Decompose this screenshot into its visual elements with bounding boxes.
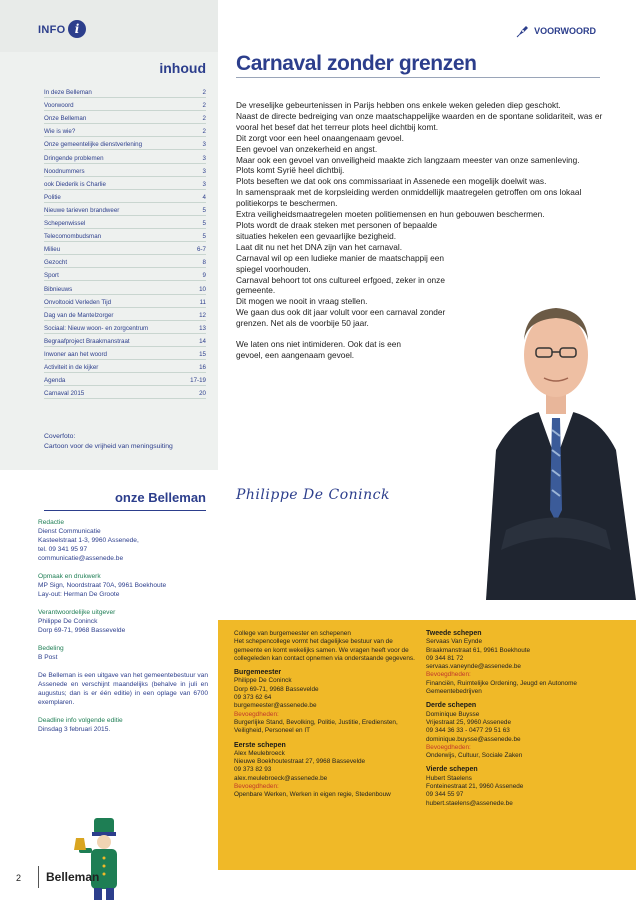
- article-line: Carnaval wil op een ludieke manier de maatschappij een spiegel voorhouden.: [236, 252, 445, 274]
- toc-item-page: 6-7: [197, 246, 206, 254]
- colofon-line: Philippe De Coninck: [38, 618, 98, 625]
- contact-left-column: [234, 630, 416, 800]
- member-line: 09 344 36 33 - 0477 29 51 63: [426, 727, 510, 735]
- article-line: In samenspraak met de korpsleiding werden onmiddellijk maatregelen getroffen om ons lokaal politiekorps te beschermen.: [236, 187, 582, 209]
- toc-item-label: ook Diederik is Charlie: [44, 180, 106, 188]
- toc-item-label: Activiteit in de kijker: [44, 364, 99, 372]
- toc-item-label: Begraafproject Braakmanstraat: [44, 337, 130, 345]
- toc-item: [44, 347, 206, 360]
- toc-item: [44, 124, 206, 137]
- college-member: [426, 766, 622, 807]
- article-title: Carnaval zonder grenzen: [236, 52, 477, 75]
- toc-item: [44, 150, 206, 163]
- member-bevoegdheden: Financiën, Ruimtelijke Ordening, Jeugd en Autonome Gemeentebedrijven: [426, 679, 577, 696]
- colofon-heading: Redactie: [38, 519, 65, 526]
- member-line: burgemeester@assenede.be: [234, 702, 317, 710]
- toc-item: [44, 386, 206, 399]
- mayor-portrait: [476, 260, 636, 600]
- article-line: Carnaval behoort tot ons cultureel erfgoed, zeker in onze gemeente.: [236, 274, 445, 296]
- colofon-line: B Post: [38, 654, 58, 661]
- cover-label: Coverfoto:: [44, 433, 76, 440]
- toc-item-page: 20: [199, 390, 206, 398]
- toc-item-label: Politie: [44, 193, 61, 201]
- toc-item-page: 3: [202, 141, 206, 149]
- toc-item-page: 2: [202, 102, 206, 110]
- colofon-title: onze Belleman: [114, 490, 206, 505]
- info-label: INFO: [38, 24, 66, 36]
- toc-item-label: Noodnummers: [44, 167, 85, 175]
- colofon-line: Dienst Communicatie: [38, 528, 101, 535]
- member-role: Derde schepen: [426, 702, 477, 710]
- toc-item: [44, 373, 206, 386]
- member-line: Nieuwe Boekhoutestraat 27, 9968 Bassevelde: [234, 758, 366, 766]
- colofon-heading: Opmaak en drukwerk: [38, 573, 101, 580]
- college-member: [426, 702, 622, 760]
- cover-note: [44, 432, 173, 452]
- toc-item: [44, 360, 206, 373]
- member-line: 09 344 81 72: [426, 654, 464, 662]
- member-line: Braakmanstraat 61, 9961 Boekhoute: [426, 646, 531, 654]
- title-divider: [236, 77, 600, 78]
- toc-item-label: Dringende problemen: [44, 154, 104, 162]
- toc-item-page: 12: [199, 311, 206, 319]
- toc-item-page: 3: [202, 154, 206, 162]
- toc-item-label: Inwoner aan het woord: [44, 350, 107, 358]
- toc-item: [44, 216, 206, 229]
- article-line: Extra veiligheidsmaatregelen moeten politiemensen en hun gebouwen beschermen.: [236, 209, 545, 220]
- colofon-heading: Bedeling: [38, 645, 64, 652]
- colofon-block: [38, 572, 208, 599]
- deadline-block: [38, 716, 208, 734]
- toc-item-page: 15: [199, 350, 206, 358]
- section-label: VOORWOORD: [534, 26, 596, 36]
- toc-item: [44, 164, 206, 177]
- page-number: 2: [16, 873, 22, 883]
- toc-item-label: Bibnieuws: [44, 285, 73, 293]
- college-intro: [234, 630, 416, 663]
- toc-item: [44, 281, 206, 294]
- article-line: Plots wordt de draak steken met personen of bepaalde situaties hekelen een gevaarlijke bezigheid.: [236, 219, 438, 241]
- toc-item-label: Voorwoord: [44, 102, 74, 110]
- college-member: [234, 742, 416, 800]
- table-of-contents: [0, 52, 218, 470]
- toc-item-page: 2: [202, 115, 206, 123]
- member-role: Vierde schepen: [426, 766, 478, 774]
- info-icon: i: [68, 20, 86, 38]
- left-column: [0, 0, 218, 900]
- college-intro-line: Het schepencollege vormt het dagelijkse bestuur van de gemeente en komt wekelijks samen. We vragen heeft voor de collegeleden kan contact opnemen via onderstaande gegevens.: [234, 638, 415, 662]
- colofon-heading: Verantwoordelijke uitgever: [38, 609, 116, 616]
- toc-item-page: 5: [202, 220, 206, 228]
- toc-item-label: In deze Belleman: [44, 89, 92, 97]
- colofon: [38, 518, 208, 743]
- colofon-block: [38, 644, 208, 662]
- toc-item-page: 14: [199, 337, 206, 345]
- footer-divider: [38, 866, 39, 888]
- member-line: alex.meulebroeck@assenede.be: [234, 774, 328, 782]
- signature: Philippe De Coninck: [236, 487, 390, 503]
- toc-item-page: 3: [202, 180, 206, 188]
- colofon-line: Dorp 69-71, 9968 Bassevelde: [38, 627, 126, 634]
- toc-item-page: 8: [202, 259, 206, 267]
- article-line: De vreselijke gebeurtenissen in Parijs hebben ons enkele weken geleden diep geschokt.: [236, 100, 561, 110]
- member-line: Dorp 69-71, 9968 Bassevelde: [234, 685, 319, 693]
- toc-item-label: Sport: [44, 272, 59, 280]
- toc-item-label: Carnaval 2015: [44, 390, 85, 398]
- toc-item-label: Onvoltooid Verleden Tijd: [44, 298, 112, 306]
- toc-item-page: 5: [202, 233, 206, 241]
- member-bevoegdheden: Openbare Werken, Werken in eigen regie, Stedenbouw: [234, 791, 391, 799]
- college-intro-line: College van burgemeester en schepenen: [234, 630, 351, 637]
- toc-item-page: 16: [199, 364, 206, 372]
- toc-item-label: Milieu: [44, 246, 61, 254]
- article-paragraph-2: We laten ons niet intimideren. Ook dat is een gevoel, een aangenaam gevoel.: [236, 339, 401, 360]
- toc-item-label: Nieuwe tarieven brandweer: [44, 206, 120, 214]
- member-line: Hubert Staelens: [426, 774, 472, 782]
- toc-item-label: Gezocht: [44, 259, 68, 267]
- toc-item-page: 2: [202, 89, 206, 97]
- deadline-date: Dinsdag 3 februari 2015.: [38, 726, 111, 733]
- member-line: Philippe De Coninck: [234, 677, 292, 685]
- member-bevoegdheden-label: Bevoegdheden:: [234, 783, 279, 791]
- colofon-block: [38, 608, 208, 635]
- toc-item-page: 13: [199, 324, 206, 332]
- belleman-logo: Belleman: [46, 870, 100, 884]
- member-line: dominique.buysse@assenede.be: [426, 735, 521, 743]
- toc-item-label: Schepenwissel: [44, 220, 86, 228]
- member-line: 09 344 55 97: [426, 791, 464, 799]
- contact-right-column: [426, 630, 622, 808]
- toc-item: [44, 295, 206, 308]
- colofon-line: Kasteelstraat 1-3, 9960 Assenede,: [38, 537, 139, 544]
- member-line: 09 373 82 93: [234, 766, 272, 774]
- toc-item-label: Dag van de Mantelzorger: [44, 311, 114, 319]
- college-member: [234, 669, 416, 735]
- toc-item: [44, 308, 206, 321]
- toc-item-page: 3: [202, 167, 206, 175]
- toc-item-page: 4: [202, 193, 206, 201]
- toc-item: [44, 203, 206, 216]
- toc-item: [44, 229, 206, 242]
- colofon-divider: [44, 510, 206, 511]
- colofon-description: De Belleman is een uitgave van het gemeentebestuur van Assenede en verschijnt maandelijks (behalve in juli en augustus; dan is er één editie) in een oplage van 6700 exemplaren.: [38, 672, 208, 706]
- toc-item-page: 17-19: [190, 377, 206, 385]
- toc-item: [44, 190, 206, 203]
- toc-item: [44, 177, 206, 190]
- member-line: Alex Meulebroeck: [234, 749, 285, 757]
- member-line: Fonteinestraat 21, 9960 Assenede: [426, 783, 524, 791]
- toc-item: [44, 85, 206, 98]
- college-member: [426, 630, 622, 696]
- member-role: Burgemeester: [234, 669, 282, 677]
- member-line: Vrijestraat 25, 9960 Assenede: [426, 718, 512, 726]
- toc-item-label: Wie is wie?: [44, 128, 76, 136]
- article-line: We gaan dus ook dit jaar volult voor een carnaval zonder grenzen. Net als de voorbije 50 jaar.: [236, 307, 446, 329]
- colofon-line: Lay-out: Herman De Groote: [38, 591, 120, 598]
- toc-item-page: 10: [199, 285, 206, 293]
- member-role: Tweede schepen: [426, 630, 482, 637]
- article-line: Naast de directe bedreiging van onze maatschappelijke waarden en de spontane solidariteit, was er vooral het besef dat het terreur plots heel dichtbij komt.: [236, 110, 603, 132]
- toc-item: [44, 321, 206, 334]
- colofon-block: [38, 518, 208, 563]
- article-line: Dit mogen we nooit in vraag stellen.: [236, 296, 368, 307]
- article-line: Laat dit nu net het DNA zijn van het carnaval.: [236, 241, 403, 252]
- member-line: Dominique Buysse: [426, 710, 480, 718]
- toc-item: [44, 268, 206, 281]
- member-bevoegdheden-label: Bevoegdheden:: [234, 710, 279, 718]
- member-bevoegdheden-label: Bevoegdheden:: [426, 743, 471, 751]
- article-line: Dit zorgt voor een heel onaangenaam gevoel.: [236, 132, 404, 143]
- member-role: Eerste schepen: [234, 741, 286, 749]
- member-bevoegdheden: Onderwijs, Cultuur, Sociale Zaken: [426, 752, 523, 760]
- member-line: servaas.vaneynde@assenede.be: [426, 663, 521, 671]
- article-line: Plots komt Syrië heel dichtbij.: [236, 165, 345, 176]
- right-column: [218, 0, 636, 620]
- colofon-line: tel. 09 341 95 97: [38, 546, 88, 553]
- toc-item: [44, 137, 206, 150]
- toc-item-label: Sociaal: Nieuw woon- en zorgcentrum: [44, 324, 149, 332]
- article-line: Een gevoel van onzekerheid en angst.: [236, 143, 378, 154]
- left-header: [0, 0, 218, 52]
- article-line: Maar ook een gevoel van onveiligheid maakte zich langzaam meester van onze samenleving.: [236, 154, 580, 165]
- cover-text: Cartoon voor de vrijheid van meningsuiting: [44, 443, 173, 450]
- toc-list: [44, 85, 206, 399]
- toc-title: inhoud: [159, 60, 206, 76]
- college-contact-box: [218, 620, 636, 870]
- toc-item-page: 2: [202, 128, 206, 136]
- toc-item-label: Telecomombudsman: [44, 233, 102, 241]
- toc-item-label: Onze gemeentelijke dienstverlening: [44, 141, 143, 149]
- member-line: 09 373 62 64: [234, 694, 272, 702]
- toc-item-page: 5: [202, 206, 206, 214]
- toc-item: [44, 98, 206, 111]
- pen-nib-icon: [516, 24, 530, 38]
- toc-item-page: 9: [202, 272, 206, 280]
- member-line: hubert.staelens@assenede.be: [426, 799, 513, 807]
- colofon-line: communicatie@assenede.be: [38, 555, 124, 562]
- colofon-line: MP Sign, Noordstraat 70A, 9961 Boekhoute: [38, 582, 167, 589]
- article-line: Plots beseften we dat ook ons commissariaat in Assenede een mogelijk doelwit was.: [236, 176, 547, 187]
- toc-item: [44, 334, 206, 347]
- toc-item-label: Agenda: [44, 377, 66, 385]
- town-crier-mascot: [74, 818, 134, 900]
- toc-item: [44, 111, 206, 124]
- toc-item-label: Onze Belleman: [44, 115, 87, 123]
- member-line: Servaas Van Eynde: [426, 638, 483, 646]
- toc-item: [44, 255, 206, 268]
- section-header: [516, 24, 596, 38]
- deadline-heading: Deadline info volgende editie: [38, 717, 123, 724]
- member-bevoegdheden-label: Bevoegdheden:: [426, 671, 471, 679]
- toc-item-page: 11: [199, 298, 206, 306]
- toc-item: [44, 242, 206, 255]
- member-bevoegdheden: Burgerlijke Stand, Bevolking, Politie, Justitie, Erediensten, Veiligheid, Personeel en IT: [234, 718, 398, 735]
